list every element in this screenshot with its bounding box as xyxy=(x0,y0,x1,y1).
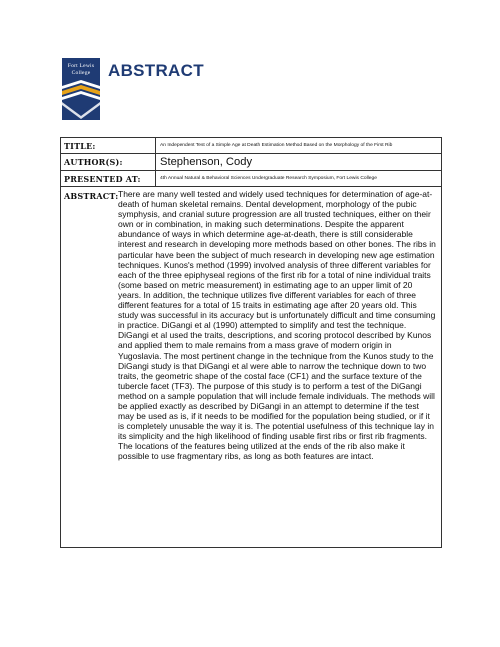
logo-line-1: Fort Lewis xyxy=(67,63,95,69)
abstract-text: There are many well tested and widely used techniques for determination of age-at-death of human skeletal remains. Dental development, morphology of the pubic symphysis, and cranial suture progression are all trusted techniques, either on their own or in combination, in making such determinations. Despite the apparent abundance of ways in which determine age-at-death, there is still considerable interest and research in developing more methods based on other bones. The ribs in particular have been the subject of much research in developing new age estimation techniques. Kunos's method (1999) involved analysis of three different variables for each of the three epiphyseal regions of the first rib for a total of nine individual traits (some based on metric measurement) in estimating age to an upper limit of 20 years. In addition, the technique utilizes five different variables for each of three different features for a total of 15 traits in estimating age after 20 years old. This study was successful in its accuracy but is unfortunately difficult and time consuming in practice. DiGangi et al (1990) attempted to simplify and test the technique. DiGangi et al used the traits, descriptions, and scoring protocol described by Kunos and applied them to male remains from a mass grave of modern origin in Yugoslavia. The most pertinent change in the technique from the Kunos study to the DiGangi study is that DiGangi et al were able to narrow the technique down to two traits, the geometric shape of the costal face (CF1) and the surface texture of the tubercle facet (TF3). The purpose of this study is to perform a test of the DiGangi method on a sample population that will include female individuals. The methods will be applied exactly as described by DiGangi in an attempt to determine if the test may be used as is, if it needs to be modified for the population being studied, or if it is completely unusable the way it is. The potential usefulness of this technique lay in its simplicity and the high likelihood of finding usable first ribs or first rib fragments. The locations of the features being utilized at the ends of the rib also make it possible to use fragmentary ribs, as long as both features are intact. xyxy=(118,189,436,462)
title-value: An Independent Test of a Simple Age at Death Estimation Method Based on the Morphology of the First Rib xyxy=(155,138,441,153)
author-label: AUTHOR(S): xyxy=(64,157,123,167)
abstract-label: ABSTRACT: xyxy=(64,191,119,201)
page-heading: ABSTRACT xyxy=(108,61,204,80)
title-row xyxy=(61,138,441,154)
college-logo xyxy=(62,58,100,120)
title-label: TITLE: xyxy=(64,140,96,151)
author-value: Stephenson, Cody xyxy=(155,154,441,170)
author-row xyxy=(61,154,441,171)
abstract-row xyxy=(61,187,441,547)
college-logo-text xyxy=(62,63,100,76)
abstract-form xyxy=(60,137,442,548)
presented-value: 4th Annual Natural & Behavioral Sciences Undergraduate Research Symposium, Fort Lewis College xyxy=(155,171,441,186)
mountain-emblem-icon xyxy=(62,80,100,120)
presented-row xyxy=(61,171,441,187)
presented-label: PRESENTED AT: xyxy=(64,173,141,184)
logo-line-2: College xyxy=(71,69,91,76)
